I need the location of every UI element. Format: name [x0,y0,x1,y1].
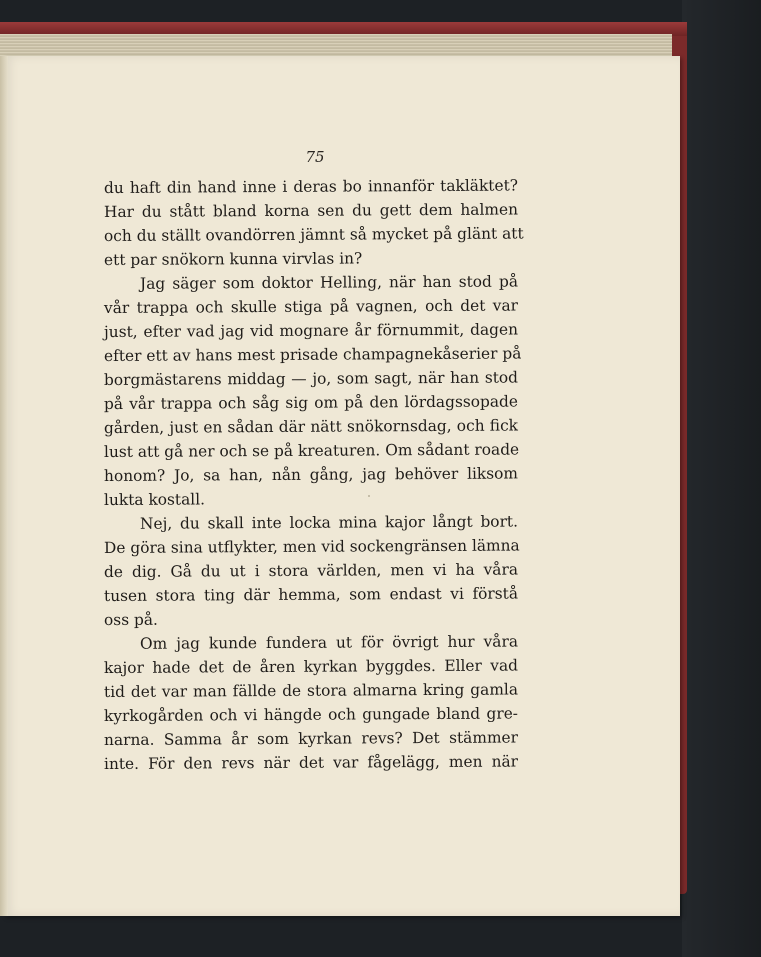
text-line: kajor hade det de åren kyrkan byggdes. Eller vad [103,656,519,677]
text-line: lukta kostall. [103,490,206,509]
text-line: du haft din hand inne i deras bo innanför takläktet? [103,176,519,197]
text-line: på vår trappa och såg sig om på den lördagssopade [103,392,519,413]
text-line: Har du stått bland korna sen du gett dem halmen [103,200,519,221]
text-line: just, efter vad jag vid mognare år förnummit, dagen [103,320,519,341]
backdrop [682,0,761,957]
text-line: De göra sina utflykter, men vid sockengränsen lämna [103,536,520,557]
text-line: efter ett av hans mest prisade champagnekåserier på [103,344,522,365]
text-line: vår trappa och skulle stiga på vagnen, och det var [103,296,519,317]
text-line: lust att gå ner och se på kreaturen. Om sådant roade [103,440,520,461]
text-line: honom? Jo, sa han, nån gång, jag behöver liksom [103,464,519,485]
text-line: ett par snökorn kunna virvlas in? [103,249,363,269]
page-gutter [0,56,8,916]
body-text [103,176,524,776]
text-line: kyrkogården och vi hängde och gungade bland gre- [103,704,519,725]
paper-speck [368,495,370,497]
text-line: gården, just en sådan där nätt snökornsdag, och fick [103,416,519,437]
text-line: de dig. Gå du ut i stora världen, men vi ha våra [103,560,519,581]
text-line: borgmästarens middag — jo, som sagt, när han stod [103,368,519,389]
text-line: tusen stora ting där hemma, som endast vi förstå [103,584,519,605]
paragraph-start-line: Nej, du skall inte locka mina kajor långt bort. [139,512,519,533]
paragraph-start-line: Om jag kunde fundera ut för övrigt hur våra [139,632,519,653]
paragraph-start-line: Jag säger som doktor Helling, när han stod på [139,272,519,293]
page-number: 75 [305,148,325,166]
text-line: inte. För den revs när det var fågelägg, men när [103,752,519,773]
text-line: narna. Samma år som kyrkan revs? Det stämmer [103,728,519,749]
text-line: oss på. [103,610,158,629]
text-line: tid det var man fällde de stora almarna kring gamla [103,680,519,701]
text-line: och du ställt ovandörren jämnt så mycket på glänt att [103,224,524,245]
